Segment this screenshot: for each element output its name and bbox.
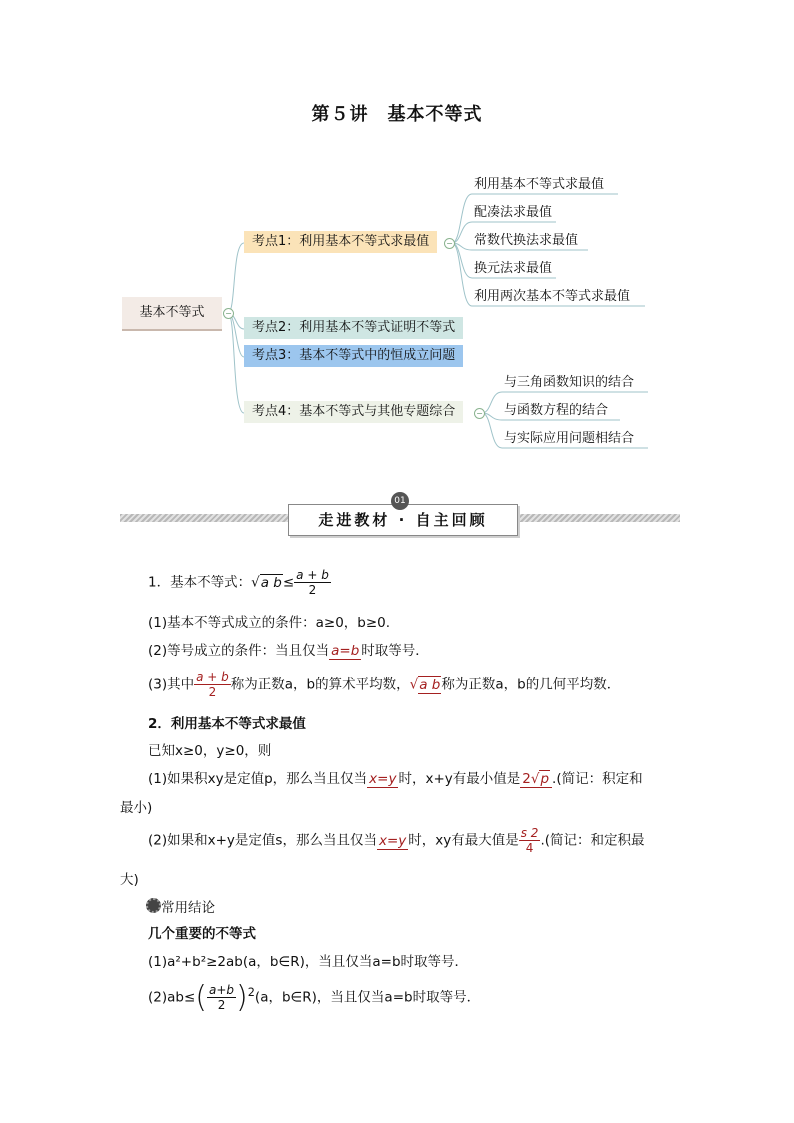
fill-blank: a=b [331,643,360,659]
mindmap-leaf[interactable]: 与函数方程的结合 [504,403,609,418]
mindmap-leaf[interactable]: 配凑法求最值 [474,205,553,220]
section-banner: 走进教材 · 自主回顾 [288,504,518,536]
collapse-topic-4-icon[interactable]: − [474,408,485,419]
condition-2: (2)等号成立的条件：当且仅当 a=b 时取等号． [148,643,429,659]
point-2: (2)如果和x+y是定值s，那么当且仅当 x=y 时，xy有最大值是 $\frac{s 2}{4}$ .(简记：和定积最 [148,826,645,855]
mindmap-leaf[interactable]: 换元法求最值 [474,261,553,276]
conclusion-heading: 常用结论 [146,896,215,916]
point-1: (1)如果积xy是定值p，那么当且仅当 x=y 时，x+y有最小值是 2√p .(简记：积定和 [148,771,643,787]
rule-2: (2)ab≤( $\frac{a+b}{2}$ )$^2$(a，b∈R)，当且仅当a=b时取等号． [148,980,481,1015]
gear-icon [146,898,161,913]
mindmap-topic-3[interactable]: 考点3：基本不等式中的恒成立问题 [244,345,463,367]
fraction: $\frac{a + b}{2}$ [196,670,229,699]
conclusion-subheading: 几个重要的不等式 [148,926,256,942]
collapse-root-icon[interactable]: − [223,308,234,319]
mindmap-leaf[interactable]: 利用两次基本不等式求最值 [474,289,631,304]
collapse-topic-1-icon[interactable]: − [444,238,455,249]
mindmap-leaf[interactable]: 与三角函数知识的结合 [504,375,635,390]
section-number-badge: 01 [391,492,409,510]
fraction: $\frac{a+b}{2}$ [209,983,235,1012]
point-1-wrap: 最小) [120,800,153,816]
mindmap-leaf[interactable]: 常数代换法求最值 [474,233,579,248]
mindmap-leaf[interactable]: 与实际应用问题相结合 [504,431,635,446]
given-statement: 已知x≥0，y≥0，则 [148,743,272,759]
mindmap-topic-1[interactable]: 考点1：利用基本不等式求最值 [244,231,437,253]
mindmap-topic-4[interactable]: 考点4：基本不等式与其他专题综合 [244,401,463,423]
point-2-wrap: 大) [120,872,139,888]
section-1-heading: 1．基本不等式：√a b≤ $\frac{a + b}{2}$ [148,568,329,597]
mindmap-leaf[interactable]: 利用基本不等式求最值 [474,177,605,192]
fill-blank: x=y [369,771,397,787]
fraction: $\frac{a + b}{2}$ [296,568,329,597]
fill-blank: x=y [378,832,407,849]
condition-3: (3)其中 $\frac{a + b}{2}$ 称为正数a，b的算术平均数，√a b称为正数a，b的几何平均数． [148,670,621,699]
page-title: 第５讲 基本不等式 [311,104,483,125]
fraction: $\frac{s 2}{4}$ [520,826,539,855]
rule-1: (1)a²+b²≥2ab(a，b∈R)，当且仅当a=b时取等号． [148,954,469,970]
section-2-heading: 2．利用基本不等式求最值 [148,716,306,732]
mindmap-root[interactable]: 基本不等式 [122,297,222,331]
mindmap-topic-2[interactable]: 考点2：利用基本不等式证明不等式 [244,317,463,339]
condition-1: (1)基本不等式成立的条件：a≥0，b≥0. [148,615,391,631]
